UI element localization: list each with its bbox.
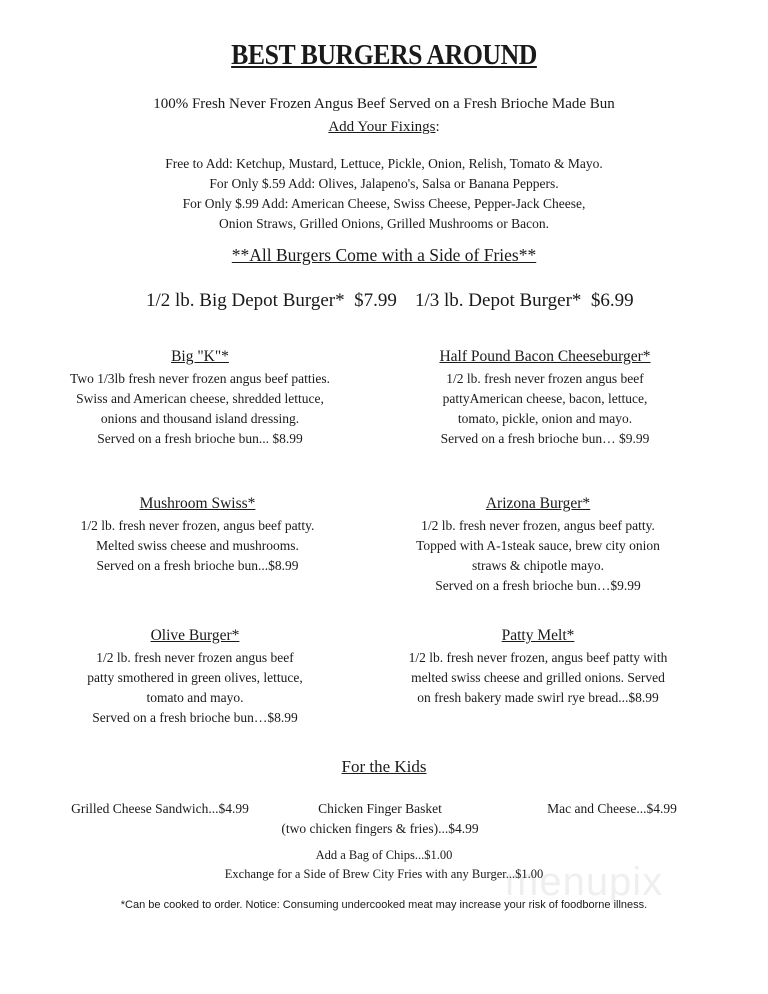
kids-item-grilled-cheese bbox=[55, 799, 265, 819]
fixings-line: For Only $.99 Add: American Cheese, Swiss Cheese, Pepper-Jack Cheese, bbox=[182, 196, 586, 211]
main-burger-name: 1/2 lb. Big Depot Burger* bbox=[146, 290, 345, 311]
fries-note bbox=[0, 245, 768, 266]
menu-item-olive-burger bbox=[40, 626, 350, 728]
kids-item-line: Mac and Cheese...$4.99 bbox=[547, 801, 677, 816]
main-burger-price: $6.99 bbox=[590, 290, 634, 311]
item-line: on fresh bakery made swirl rye bread...$8.99 bbox=[417, 690, 659, 705]
main-burger-big-depot bbox=[146, 290, 397, 312]
extras-line: Exchange for a Side of Brew City Fries with any Burger...$1.00 bbox=[224, 867, 544, 881]
item-line: tomato, pickle, onion and mayo. bbox=[457, 411, 633, 426]
item-line: Served on a fresh brioche bun…$9.99 bbox=[435, 578, 641, 593]
kids-item-line: (two chicken fingers & fries)...$4.99 bbox=[281, 821, 479, 836]
menu-item-big-k bbox=[30, 347, 370, 449]
item-line: 1/2 lb. fresh never frozen, angus beef patty. bbox=[421, 518, 655, 533]
item-line: Melted swiss cheese and mushrooms. bbox=[96, 538, 299, 553]
item-line: Served on a fresh brioche bun… $9.99 bbox=[440, 431, 650, 446]
fixings-heading bbox=[0, 119, 768, 136]
item-name: Half Pound Bacon Cheeseburger* bbox=[439, 348, 651, 365]
item-line: Two 1/3lb fresh never frozen angus beef patties. bbox=[70, 371, 330, 386]
menu-item-mushroom-swiss bbox=[30, 494, 365, 576]
item-name: Patty Melt* bbox=[501, 627, 575, 644]
main-burger-depot bbox=[415, 290, 634, 312]
item-name: Mushroom Swiss* bbox=[139, 495, 256, 512]
item-line: 1/2 lb. fresh never frozen, angus beef patty with bbox=[408, 650, 668, 665]
fixings-line: Free to Add: Ketchup, Mustard, Lettuce, Pickle, Onion, Relish, Tomato & Mayo. bbox=[165, 156, 603, 171]
item-name: Olive Burger* bbox=[150, 627, 240, 644]
item-line: tomato and mayo. bbox=[146, 690, 244, 705]
item-name: Arizona Burger* bbox=[485, 495, 591, 512]
item-line: Swiss and American cheese, shredded lettuce, bbox=[76, 391, 324, 406]
kids-item-line: Chicken Finger Basket bbox=[318, 801, 442, 816]
fixings-line: Onion Straws, Grilled Onions, Grilled Mushrooms or Bacon. bbox=[219, 216, 549, 231]
item-line: Served on a fresh brioche bun...$8.99 bbox=[96, 558, 299, 573]
fixings-list bbox=[0, 154, 768, 234]
menu-item-half-pound-bacon bbox=[385, 347, 705, 449]
item-line: pattyAmerican cheese, bacon, lettuce, bbox=[442, 391, 648, 406]
menu-item-arizona-burger bbox=[378, 494, 698, 596]
page-title: BEST BURGERS AROUND bbox=[231, 40, 537, 71]
extras-line: Add a Bag of Chips...$1.00 bbox=[315, 848, 453, 862]
watermark-logo: menupix bbox=[505, 860, 664, 904]
fixings-heading-text: Add Your Fixings bbox=[328, 119, 436, 135]
fixings-heading-colon: : bbox=[435, 119, 440, 135]
item-line: melted swiss cheese and grilled onions. Served bbox=[411, 670, 665, 685]
item-line: onions and thousand island dressing. bbox=[100, 411, 300, 426]
fries-note-text: **All Burgers Come with a Side of Fries** bbox=[231, 245, 537, 265]
kids-heading: For the Kids bbox=[341, 757, 427, 776]
fixings-line: For Only $.59 Add: Olives, Jalapeno's, Salsa or Banana Peppers. bbox=[209, 176, 559, 191]
main-burger-name: 1/3 lb. Depot Burger* bbox=[415, 290, 582, 311]
item-line: Topped with A-1steak sauce, brew city onion bbox=[416, 538, 660, 553]
kids-item-chicken-finger bbox=[265, 799, 495, 839]
item-line: straws & chipotle mayo. bbox=[472, 558, 604, 573]
kids-item-mac-cheese bbox=[512, 799, 712, 819]
item-line: Served on a fresh brioche bun... $8.99 bbox=[97, 431, 303, 446]
main-burger-price: $7.99 bbox=[354, 290, 397, 311]
subtitle: 100% Fresh Never Frozen Angus Beef Served on a Fresh Brioche Made Bun bbox=[153, 96, 615, 112]
item-line: 1/2 lb. fresh never frozen angus beef bbox=[96, 650, 294, 665]
item-line: patty smothered in green olives, lettuce, bbox=[87, 670, 303, 685]
item-line: Served on a fresh brioche bun…$8.99 bbox=[92, 710, 298, 725]
menu-item-patty-melt bbox=[378, 626, 698, 708]
item-line: 1/2 lb. fresh never frozen angus beef bbox=[446, 371, 644, 386]
item-line: 1/2 lb. fresh never frozen, angus beef patty. bbox=[80, 518, 315, 533]
item-name: Big "K"* bbox=[171, 348, 229, 365]
kids-item-line: Grilled Cheese Sandwich...$4.99 bbox=[71, 801, 249, 816]
notice-text: *Can be cooked to order. Notice: Consuming undercooked meat may increase your risk of foodborne illness. bbox=[120, 899, 648, 911]
